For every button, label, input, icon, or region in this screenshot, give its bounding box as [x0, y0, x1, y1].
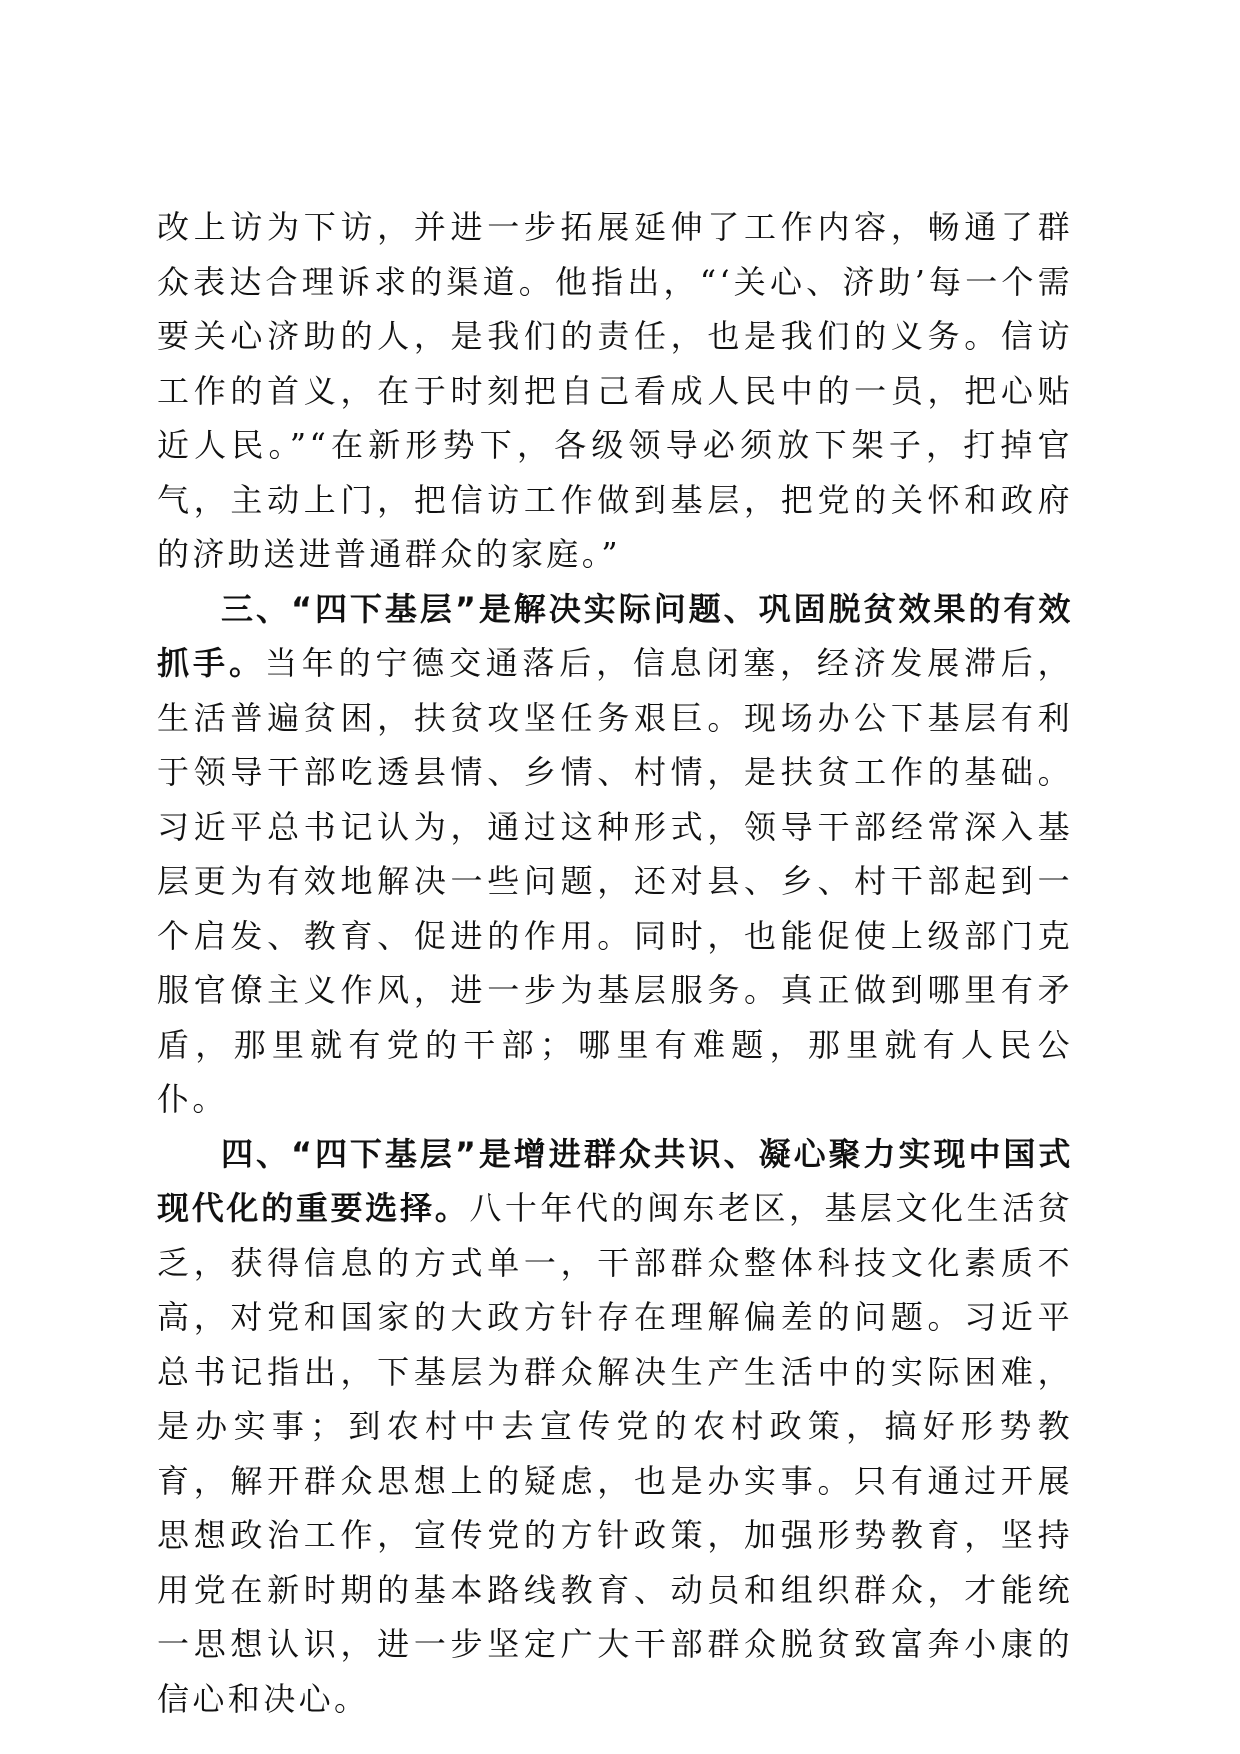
- section-heading-four: 四、“四下基层”是增进群众共识、凝心聚力实现中国式现代化的重要选择。: [157, 1134, 1073, 1227]
- paragraph-section-three: [157, 582, 1073, 1127]
- paragraph-text: 改上访为下访，并进一步拓展延伸了工作内容，畅通了群众表达合理诉求的渠道。他指出，“‘关心、济助’每一个需要关心济助的人，是我们的责任，也是我们的义务。信访工作的首义，在于时刻把自己看成人民中的一员，把心贴近人民。”“在新形势下，各级领导必须放下架子，打掉官气，主动上门，把信访工作做到基层，把党的关怀和政府的济助送进普通群众的家庭。”: [157, 208, 1073, 573]
- document-body: [157, 200, 1073, 1726]
- paragraph-text: 八十年代的闽东老区，基层文化生活贫乏，获得信息的方式单一，干部群众整体科技文化素质不高，对党和国家的大政方针存在理解偏差的问题。习近平总书记指出，下基层为群众解决生产生活中的实际困难，是办实事；到农村中去宣传党的农村政策，搞好形势教育，解开群众思想上的疑虑，也是办实事。只有通过开展思想政治工作，宣传党的方针政策，加强形势教育，坚持用党在新时期的基本路线教育、动员和组织群众，才能统一思想认识，进一步坚定广大干部群众脱贫致富奔小康的信心和决心。: [157, 1189, 1073, 1718]
- paragraph-section-four: [157, 1127, 1073, 1727]
- paragraph-continuation: [157, 200, 1073, 582]
- section-heading-three: 三、“四下基层”是解决实际问题、巩固脱贫效果的有效抓手。: [157, 589, 1073, 682]
- paragraph-text: 当年的宁德交通落后，信息闭塞，经济发展滞后，生活普遍贫困，扶贫攻坚任务艰巨。现场办公下基层有利于领导干部吃透县情、乡情、村情，是扶贫工作的基础。习近平总书记认为，通过这种形式，领导干部经常深入基层更为有效地解决一些问题，还对县、乡、村干部起到一个启发、教育、促进的作用。同时，也能促使上级部门克服官僚主义作风，进一步为基层服务。真正做到哪里有矛盾，那里就有党的干部；哪里有难题，那里就有人民公仆。: [157, 644, 1073, 1118]
